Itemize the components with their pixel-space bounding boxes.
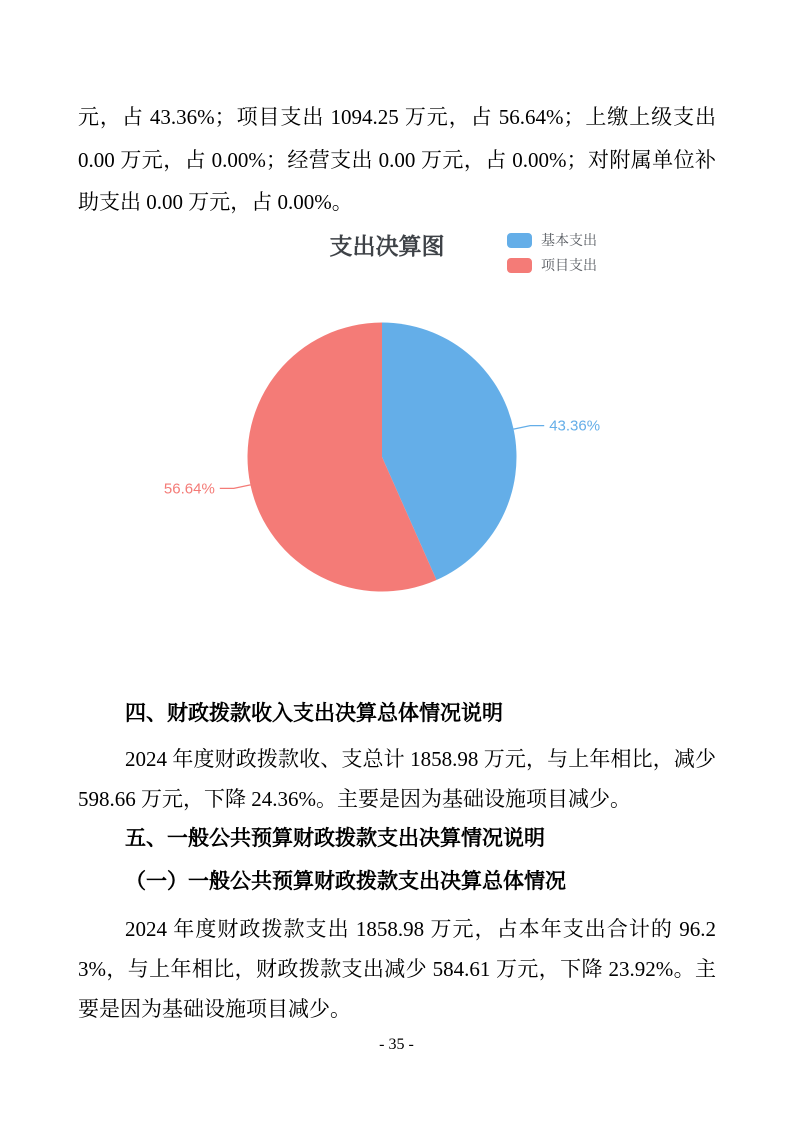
legend-label-basic: 基本支出 [541,232,597,248]
pie-percent-label-项目支出: 56.64% [163,480,215,498]
paragraph-expenditure-breakdown: 元，占 43.36%；项目支出 1094.25 万元，占 56.64%；上缴上级支出 0.00 万元，占 0.00%；经营支出 0.00 万元，占 0.00%；对附属单位补助支出 0.00 万元，占 0.00%。 [78,105,716,214]
section5-paragraph: 2024 年度财政拨款支出 1858.98 万元，占本年支出合计的 96.23%，与上年相比，财政拨款支出减少 584.61 万元，下降 23.92%。主要是因为基础设施项目减少。 [78,917,716,1021]
chart-legend [507,233,597,273]
pie-label-leader-line [220,485,251,489]
section4-paragraph: 2024 年度财政拨款收、支总计 1858.98 万元，与上年相比，减少 598.66 万元，下降 24.36%。主要是因为基础设施项目减少。 [78,747,716,811]
pie-label-leader-line [514,426,545,430]
legend-label-project: 项目支出 [541,257,597,273]
legend-item-basic [507,233,597,248]
section5-sub1-heading: （一）一般公共预算财政拨款支出决算总体情况 [125,869,566,893]
legend-item-project [507,258,597,273]
expenditure-pie-chart [0,280,793,610]
page-number: - 35 - [379,1036,414,1053]
section5-heading: 五、一般公共预算财政拨款支出决算情况说明 [125,826,545,850]
chart-title: 支出决算图 [329,233,445,259]
legend-swatch-basic [507,233,532,248]
pie-percent-label-基本支出: 43.36% [549,417,601,435]
section4-heading: 四、财政拨款收入支出决算总体情况说明 [125,701,503,725]
legend-swatch-project [507,258,532,273]
